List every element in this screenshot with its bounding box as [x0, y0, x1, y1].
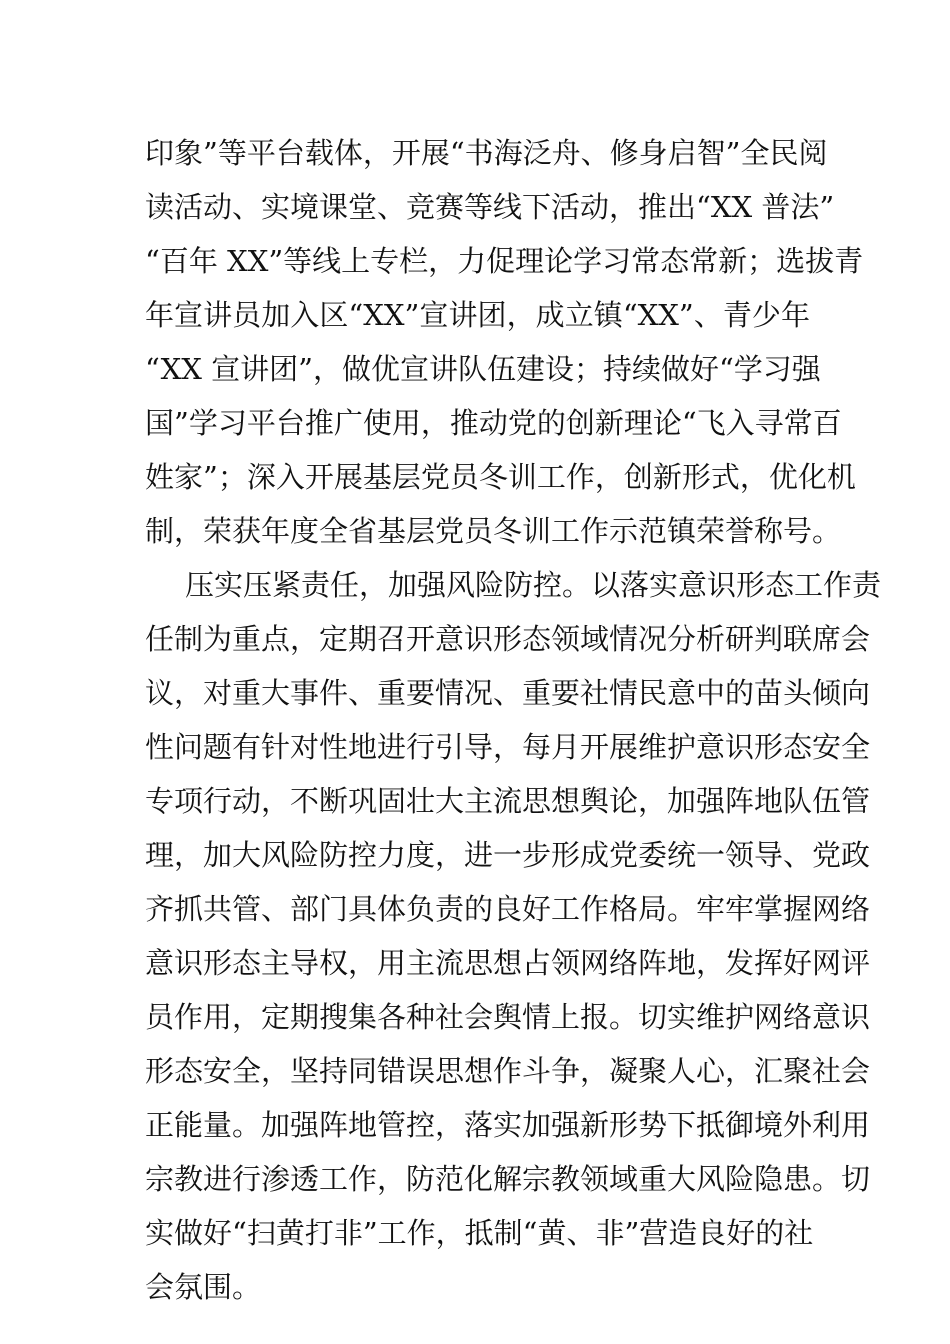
text-line: 员作用，定期搜集各种社会舆情上报。切实维护网络意识: [145, 1000, 871, 1034]
text-line: 实做好“扫黄打非”工作，抵制“黄、非”营造良好的社: [145, 1216, 814, 1250]
paragraph-2: [145, 558, 882, 1314]
text-line: 齐抓共管、部门具体负责的良好工作格局。牢牢掌握网络: [145, 892, 871, 926]
text-line: 意识形态主导权，用主流思想占领网络阵地，发挥好网评: [145, 946, 871, 980]
text-line: 国”学习平台推广使用，推动党的创新理论“飞入寻常百: [145, 406, 842, 440]
paragraph-1: [145, 126, 864, 558]
text-line: 读活动、实境课堂、竞赛等线下活动，推出“XX 普法”: [145, 190, 835, 224]
text-line: 宗教进行渗透工作，防范化解宗教领域重大风险隐患。切: [145, 1162, 871, 1196]
text-line: 任制为重点，定期召开意识形态领域情况分析研判联席会: [145, 622, 871, 656]
text-line: 会氛围。: [145, 1270, 262, 1304]
text-line: 压实压紧责任，加强风险防控。以落实意识形态工作责: [185, 568, 882, 602]
text-line: 印象”等平台载体，开展“书海泛舟、修身启智”全民阅: [145, 136, 828, 170]
text-line: 正能量。加强阵地管控，落实加强新形势下抵御境外利用: [145, 1108, 871, 1142]
text-line: 姓家”；深入开展基层党员冬训工作，创新形式，优化机: [145, 460, 856, 494]
text-line: 性问题有针对性地进行引导，每月开展维护意识形态安全: [145, 730, 871, 764]
document-body: [145, 126, 882, 1314]
text-line: 理，加大风险防控力度，进一步形成党委统一领导、党政: [145, 838, 871, 872]
text-line: 议，对重大事件、重要情况、重要社情民意中的苗头倾向: [145, 676, 871, 710]
text-line: 形态安全，坚持同错误思想作斗争，凝聚人心，汇聚社会: [145, 1054, 871, 1088]
text-line: 年宣讲员加入区“XX”宣讲团，成立镇“XX”、青少年: [145, 298, 810, 332]
text-line: 制，荣获年度全省基层党员冬训工作示范镇荣誉称号。: [145, 514, 842, 548]
text-line: “XX 宣讲团”，做优宣讲队伍建设；持续做好“学习强: [145, 352, 821, 386]
text-line: 专项行动，不断巩固壮大主流思想舆论，加强阵地队伍管: [145, 784, 871, 818]
text-line: “百年 XX”等线上专栏，力促理论学习常态常新；选拔青: [145, 244, 864, 278]
